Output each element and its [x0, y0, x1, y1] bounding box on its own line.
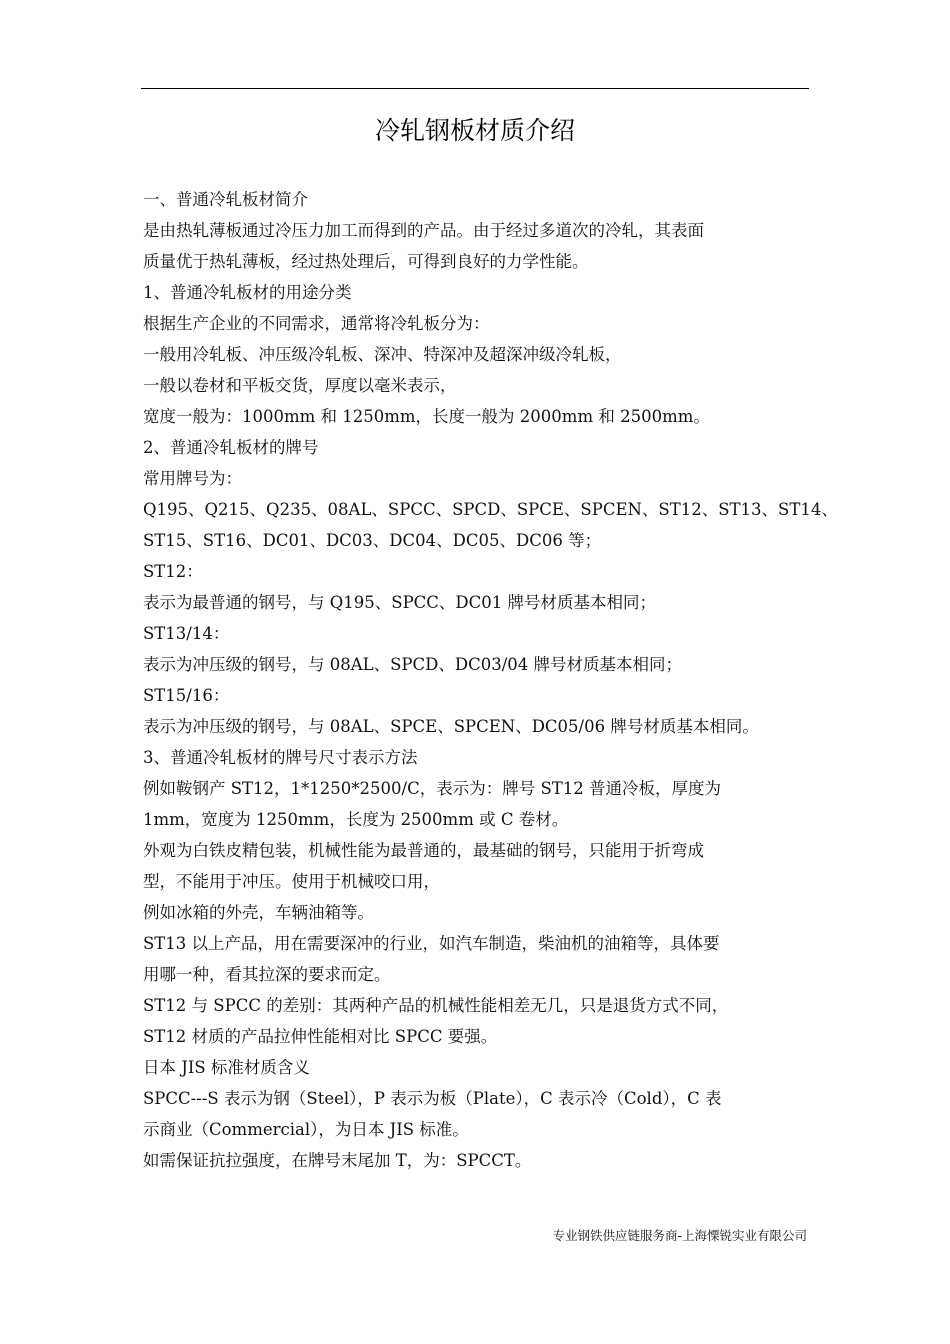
text-line: 用哪一种，看其拉深的要求而定。: [143, 965, 391, 984]
text-line: 1mm，宽度为 1250mm，长度为 2500mm 或 C 卷材。: [143, 810, 569, 829]
text-line: ST15/16：: [143, 686, 230, 705]
text-line: 型，不能用于冲压。使用于机械咬口用，: [143, 872, 440, 891]
text-line: Q195、Q215、Q235、08AL、SPCC、SPCD、SPCE、SPCEN、ST12、ST13、ST14、: [143, 500, 838, 519]
text-line: 常用牌号为：: [143, 469, 242, 488]
text-line: ST12 与 SPCC 的差别：其两种产品的机械性能相差无几，只是退货方式不同，: [143, 996, 729, 1015]
text-line: 例如鞍钢产 ST12，1*1250*2500/C，表示为：牌号 ST12 普通冷板，厚度为: [143, 779, 722, 798]
text-line: 表示为最普通的钢号，与 Q195、SPCC、DC01 牌号材质基本相同；: [143, 593, 657, 612]
text-line: 是由热轧薄板通过冷压力加工而得到的产品。由于经过多道次的冷轧，其表面: [143, 221, 704, 240]
text-line: 示商业（Commercial），为日本 JIS 标准。: [143, 1120, 469, 1139]
text-line: 1、普通冷轧板材的用途分类: [143, 283, 352, 302]
text-line: 一般用冷轧板、冲压级冷轧板、深冲、特深冲及超深冲级冷轧板，: [143, 345, 622, 364]
text-line: 如需保证抗拉强度，在牌号末尾加 T，为：SPCCT。: [143, 1151, 532, 1170]
text-line: 一、普通冷轧板材简介: [143, 190, 308, 209]
text-line: 例如冰箱的外壳，车辆油箱等。: [143, 903, 374, 922]
text-line: 外观为白铁皮精包装，机械性能为最普通的，最基础的钢号，只能用于折弯成: [143, 841, 704, 860]
text-line: 3、普通冷轧板材的牌号尺寸表示方法: [143, 748, 418, 767]
text-line: 一般以卷材和平板交货，厚度以毫米表示，: [143, 376, 457, 395]
text-line: 质量优于热轧薄板，经过热处理后，可得到良好的力学性能。: [143, 252, 589, 271]
document-body: [143, 184, 838, 1176]
text-line: 表示为冲压级的钢号，与 08AL、SPCE、SPCEN、DC05/06 牌号材质基本相同。: [143, 717, 759, 736]
text-line: 根据生产企业的不同需求，通常将冷轧板分为：: [143, 314, 490, 333]
text-line: SPCC---S 表示为钢（Steel），P 表示为板（Plate），C 表示冷（Cold），C 表: [143, 1089, 722, 1108]
text-line: ST13/14：: [143, 624, 230, 643]
text-line: ST13 以上产品，用在需要深冲的行业，如汽车制造，柴油机的油箱等，具体要: [143, 934, 720, 953]
text-line: 表示为冲压级的钢号，与 08AL、SPCD、DC03/04 牌号材质基本相同；: [143, 655, 683, 674]
text-line: 宽度一般为：1000mm 和 1250mm，长度一般为 2000mm 和 2500mm。: [143, 407, 710, 426]
text-line: 日本 JIS 标准材质含义: [143, 1058, 310, 1077]
text-line: ST12：: [143, 562, 203, 581]
text-line: ST15、ST16、DC01、DC03、DC04、DC05、DC06 等；: [143, 531, 602, 550]
page-footer: 专业钢铁供应链服务商-上海慄锐实业有限公司: [552, 1228, 807, 1243]
text-line: 2、普通冷轧板材的牌号: [143, 438, 319, 457]
header-rule: [141, 88, 809, 89]
text-line: ST12 材质的产品拉伸性能相对比 SPCC 要强。: [143, 1027, 498, 1046]
document-title: 冷轧钢板材质介绍: [374, 116, 575, 145]
